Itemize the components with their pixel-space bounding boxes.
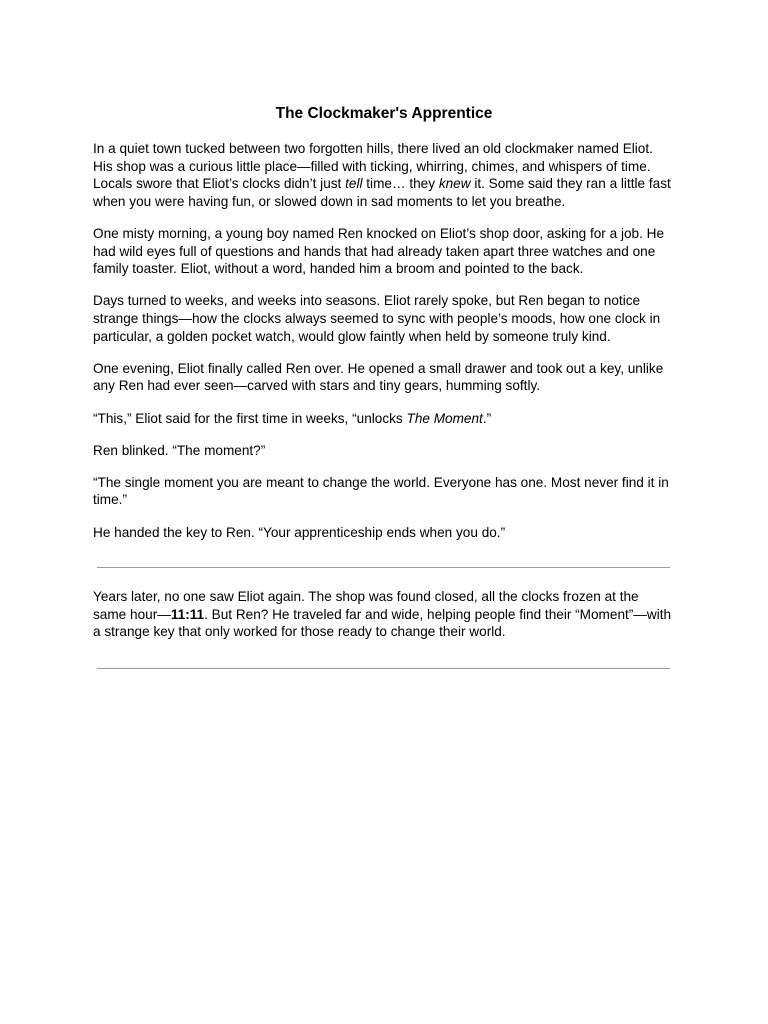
paragraph-1-emphasis-tell: tell xyxy=(345,176,363,192)
paragraph-1-text-a: In a quiet town tucked between two forgotten hills, there lived an old clockmaker named Eliot. His shop was a curious little place—filled with ticking, whirring, chimes, and whispers of time. Locals swore that Eliot’s clocks didn’t just xyxy=(93,141,653,192)
paragraph-2: One misty morning, a young boy named Ren knocked on Eliot’s shop door, asking for a job. He had wild eyes full of questions and hands that had already taken apart three watches and one family toaster. Eliot, without a word, handed him a broom and pointed to the back. xyxy=(93,225,665,277)
document-title: The Clockmaker's Apprentice xyxy=(275,105,493,122)
paragraph-7: “The single moment you are meant to change the world. Everyone has one. Most never find it in time.” xyxy=(93,474,669,508)
paragraph-9-text-a: Years later, no one saw Eliot again. The shop was found closed, all the clocks frozen at the same hour— xyxy=(93,589,639,622)
horizontal-divider-2 xyxy=(97,668,670,669)
paragraph-5-emphasis-the-moment: The Moment xyxy=(406,410,483,426)
paragraph-8: He handed the key to Ren. “Your apprenticeship ends when you do.” xyxy=(93,524,506,540)
document-page xyxy=(93,104,675,689)
paragraph-3: Days turned to weeks, and weeks into seasons. Eliot rarely spoke, but Ren began to notice strange things—how the clocks always seemed to sync with people’s moods, how one clock in particular, a golden pocket watch, would glow faintly when held by someone truly kind. xyxy=(93,293,661,344)
paragraph-1-emphasis-knew: knew xyxy=(438,176,471,192)
paragraph-5-text-a: “This,” Eliot said for the first time in weeks, “unlocks xyxy=(93,410,407,426)
paragraph-9 xyxy=(93,588,675,641)
paragraph-1-text-b: time… they xyxy=(362,176,439,192)
paragraph-5 xyxy=(93,410,675,428)
paragraph-9-bold-time: 11:11 xyxy=(170,606,205,622)
paragraph-1-text-c: it. Some said they ran a little fast when you were having fun, or slowed down in sad moments to let you breathe. xyxy=(93,176,671,209)
horizontal-divider-1 xyxy=(97,567,670,568)
paragraph-1 xyxy=(93,140,675,210)
paragraph-6: Ren blinked. “The moment?” xyxy=(93,442,266,458)
paragraph-9-text-b: . But Ren? He traveled far and wide, helping people find their “Moment”—with a strange key that only worked for those ready to change their world. xyxy=(93,606,672,640)
paragraph-5-text-b: .” xyxy=(482,410,492,426)
paragraph-4: One evening, Eliot finally called Ren over. He opened a small drawer and took out a key, unlike any Ren had ever seen—carved with stars and tiny gears, humming softly. xyxy=(93,360,664,394)
